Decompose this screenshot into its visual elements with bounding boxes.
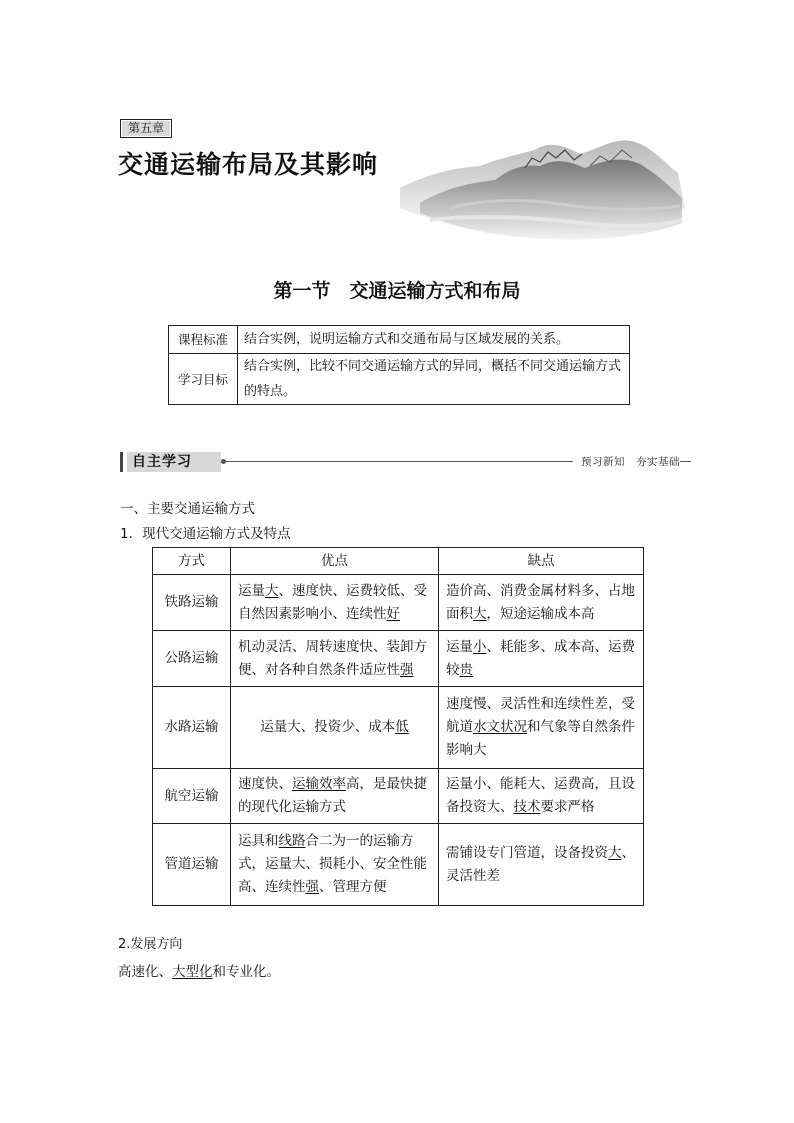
cons-cell: 需铺设专门管道，设备投资大、灵活性差 (439, 824, 644, 906)
table-row (169, 326, 630, 354)
cons-cell: 运量小、耗能多、成本高、运费较贵 (439, 631, 644, 687)
table-header-row (153, 548, 644, 575)
pros-cell: 运具和线路合二为一的运输方式，运量大、损耗小、安全性能高、连续性强、管理方便 (231, 824, 439, 906)
cons-cell: 造价高、消费金属材料多、占地面积大，短途运输成本高 (439, 575, 644, 631)
standard-label: 课程标准 (169, 326, 238, 354)
objective-label: 学习目标 (169, 354, 238, 405)
mountain-illustration (360, 128, 685, 246)
transport-modes-table (152, 547, 644, 906)
transport-mode-cell: 公路运输 (153, 631, 231, 687)
self-study-tagline: 预习新知 夯实基础 (573, 454, 680, 469)
transport-mode-cell: 管道运输 (153, 824, 231, 906)
self-study-label: 自主学习 (127, 452, 221, 472)
table-row (153, 687, 644, 769)
column-header-pros: 优点 (231, 548, 439, 575)
chapter-badge: 第五章 (120, 119, 172, 138)
pros-cell: 速度快、运输效率高，是最快捷的现代化运输方式 (231, 769, 439, 824)
table-row (153, 575, 644, 631)
pros-cell: 机动灵活、周转速度快、装卸方便、对各种自然条件适应性强 (231, 631, 439, 687)
transport-mode-cell: 铁路运输 (153, 575, 231, 631)
cons-cell: 速度慢、灵活性和连续性差，受航道水文状况和气象等自然条件影响大 (439, 687, 644, 769)
pros-cell: 运量大、速度快、运费较低、受自然因素影响小、连续性好 (231, 575, 439, 631)
heading-modern-transport: 1．现代交通运输方式及特点 (120, 526, 291, 542)
heading-development-direction: 2.发展方向 (118, 937, 183, 952)
cons-cell: 运量小、能耗大、运费高，且设备投资大、技术要求严格 (439, 769, 644, 824)
objective-text: 结合实例，比较不同交通运输方式的异同，概括不同交通运输方式的特点。 (238, 354, 630, 405)
table-row (153, 769, 644, 824)
transport-mode-cell: 水路运输 (153, 687, 231, 769)
curriculum-standards-table (168, 325, 630, 405)
standard-text: 结合实例，说明运输方式和交通布局与区域发展的关系。 (238, 326, 630, 354)
transport-mode-cell: 航空运输 (153, 769, 231, 824)
pros-cell: 运量大、投资少、成本低 (231, 687, 439, 769)
heading-main-transport-modes: 一、主要交通运输方式 (120, 501, 255, 517)
table-row (153, 631, 644, 687)
chapter-title: 交通运输布局及其影响 (118, 150, 379, 179)
table-row (153, 824, 644, 906)
column-header-cons: 缺点 (439, 548, 644, 575)
table-row (169, 354, 630, 405)
bar-accent (120, 452, 123, 472)
self-study-bar (120, 452, 680, 474)
column-header-mode: 方式 (153, 548, 231, 575)
development-direction-text: 高速化、大型化和专业化。 (118, 964, 280, 980)
section-title: 第一节 交通运输方式和布局 (273, 280, 521, 302)
